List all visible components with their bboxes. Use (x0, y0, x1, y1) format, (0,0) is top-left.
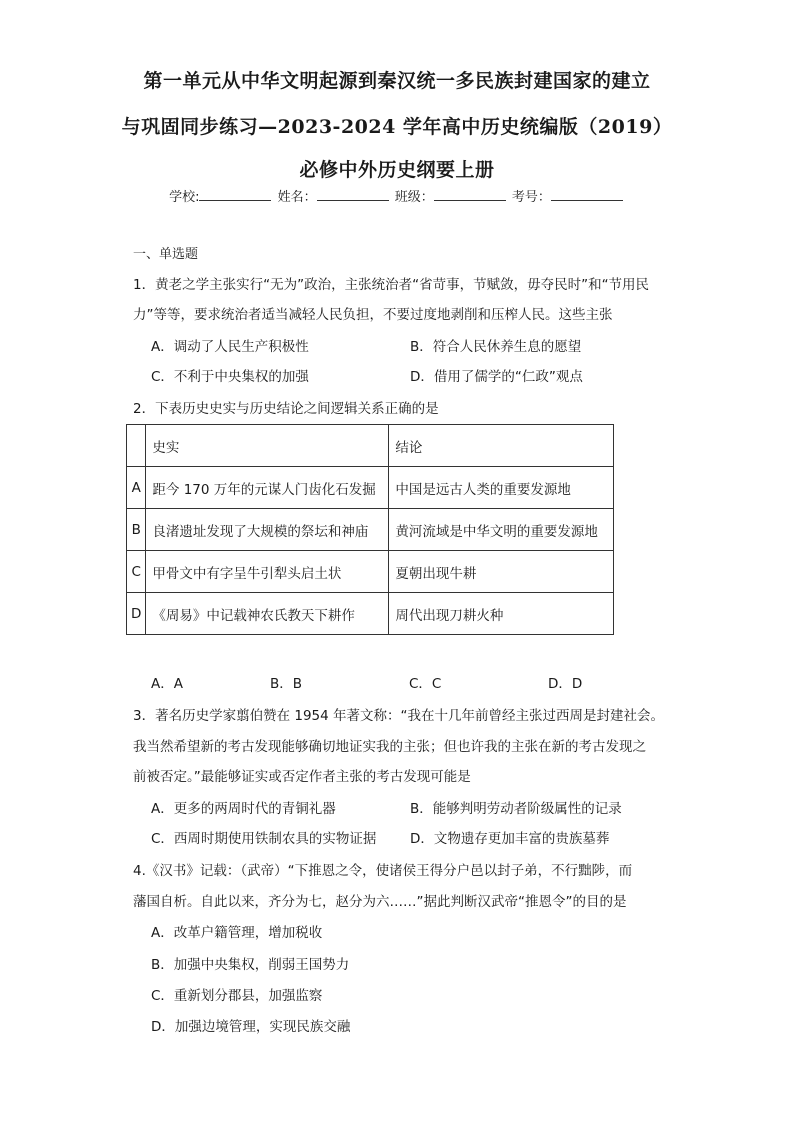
table-cell: 《周易》中记载神农氏教天下耕作 (146, 593, 389, 635)
q1-option-d: D．借用了儒学的“仁政”观点 (410, 369, 583, 385)
table-cell: 周代出现刀耕火种 (389, 593, 614, 635)
table-cell: 良渚遗址发现了大规模的祭坛和神庙 (146, 509, 389, 551)
q4-option-b: B．加强中央集权，削弱王国势力 (151, 957, 350, 973)
q3-option-c: C．西周时期使用铁制农具的实物证据 (151, 831, 377, 847)
exam-number-blank[interactable] (551, 188, 623, 201)
exam-title-line-1: 第一单元从中华文明起源到秦汉统一多民族封建国家的建立 (143, 70, 651, 92)
table-cell: C (127, 551, 146, 593)
section-heading: 一、单选题 (133, 247, 199, 262)
table-cell: 甲骨文中有字呈牛引犁头启土状 (146, 551, 389, 593)
q2-option-b: B．B (270, 676, 303, 692)
school-blank[interactable] (199, 188, 271, 201)
table-header-cell: 结论 (389, 425, 614, 467)
table-header-cell (127, 425, 146, 467)
exam-number-label: 考号： (511, 190, 551, 205)
q1-option-c: C．不利于中央集权的加强 (151, 369, 309, 385)
q4-option-d: D．加强边境管理，实现民族交融 (151, 1019, 351, 1035)
student-info-row (0, 186, 794, 205)
q3-option-d: D．文物遗存更加丰富的贵族墓葬 (410, 831, 610, 847)
q4-stem-line-2: 藩国自析。自此以来，齐分为七，赵分为六……”据此判断汉武帝“推恩令”的目的是 (133, 894, 627, 910)
class-blank[interactable] (434, 188, 506, 201)
table-header-row (127, 425, 614, 467)
q4-stem-line-1: 4.《汉书》记载：（武帝）“下推恩之令，使诸侯王得分户邑以封子弟，不行黜陟，而 (133, 863, 633, 879)
q2-stem: 2．下表历史史实与历史结论之间逻辑关系正确的是 (133, 401, 439, 417)
table-header-cell: 史实 (146, 425, 389, 467)
q1-option-b: B．符合人民休养生息的愿望 (410, 339, 582, 355)
table-cell: B (127, 509, 146, 551)
table-cell: A (127, 467, 146, 509)
q4-option-a: A．改革户籍管理，增加税收 (151, 925, 323, 941)
name-label: 姓名： (277, 190, 317, 205)
table-row (127, 467, 614, 509)
table-cell: 黄河流域是中华文明的重要发源地 (389, 509, 614, 551)
q2-option-a: A．A (151, 676, 183, 692)
table-cell: 中国是远古人类的重要发源地 (389, 467, 614, 509)
q1-stem-line-2: 力”等等，要求统治者适当减轻人民负担，不要过度地剥削和压榨人民。这些主张 (133, 307, 613, 323)
q2-option-d: D．D (548, 676, 583, 692)
exam-title-line-3: 必修中外历史纲要上册 (299, 159, 495, 181)
q3-stem-line-3: 前被否定。”最能够证实或否定作者主张的考古发现可能是 (133, 769, 471, 785)
table-cell: 夏朝出现牛耕 (389, 551, 614, 593)
class-label: 班级： (394, 190, 434, 205)
q2-option-c: C．C (409, 676, 442, 692)
table-cell: D (127, 593, 146, 635)
school-label: 学校: (169, 190, 200, 205)
table-row (127, 593, 614, 635)
q3-stem-line-2: 我当然希望新的考古发现能够确切地证实我的主张；但也许我的主张在新的考古发现之 (133, 739, 646, 755)
q3-option-b: B．能够判明劳动者阶级属性的记录 (410, 801, 622, 817)
q1-option-a: A．调动了人民生产积极性 (151, 339, 309, 355)
history-table (126, 424, 614, 635)
name-blank[interactable] (317, 188, 389, 201)
table-row (127, 551, 614, 593)
q4-option-c: C．重新划分郡县，加强监察 (151, 988, 323, 1004)
exam-title-line-2: 与巩固同步练习—2023-2024 学年高中历史统编版（2019） (121, 116, 673, 138)
table-cell: 距今 170 万年的元谋人门齿化石发掘 (146, 467, 389, 509)
q3-option-a: A．更多的两周时代的青铜礼器 (151, 801, 336, 817)
q3-stem-line-1: 3．著名历史学家翦伯赞在 1954 年著文称：“我在十几年前曾经主张过西周是封建社会。 (133, 708, 665, 724)
table-row (127, 509, 614, 551)
q1-stem-line-1: 1．黄老之学主张实行“无为”政治，主张统治者“省苛事，节赋敛，毋夺民时”和“节用民 (133, 277, 650, 293)
